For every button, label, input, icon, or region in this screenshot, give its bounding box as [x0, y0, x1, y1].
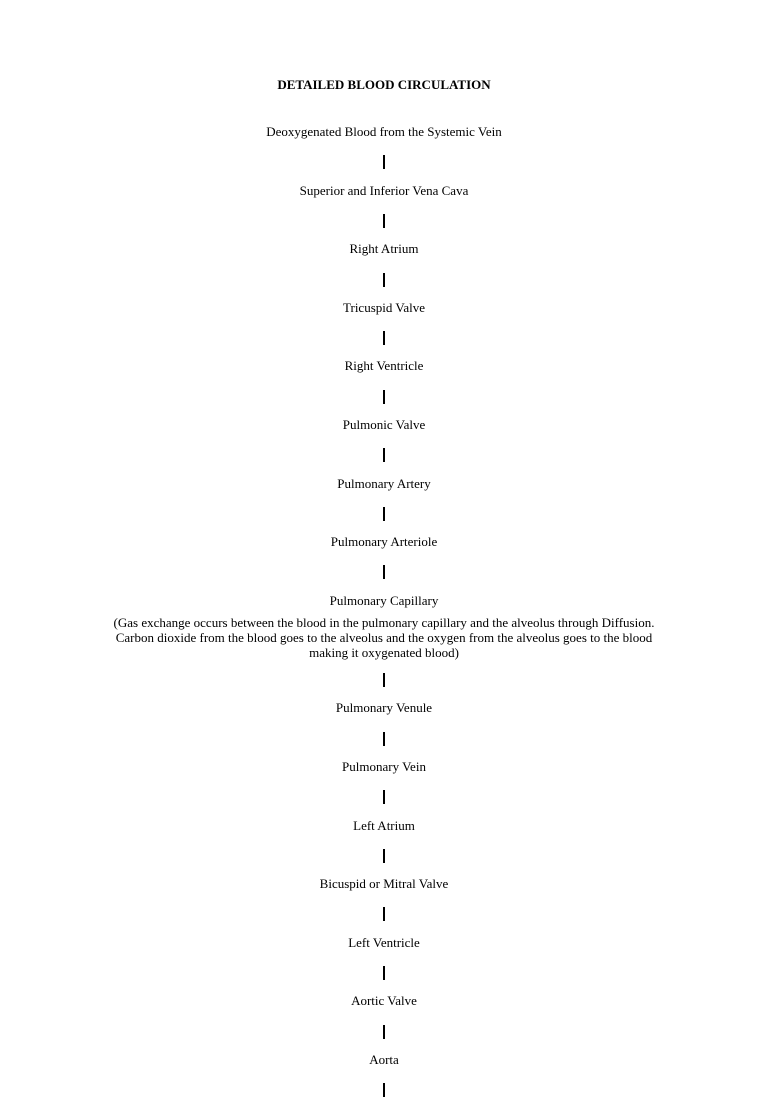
page-title: DETAILED BLOOD CIRCULATION	[277, 77, 491, 92]
flow-connector	[0, 445, 768, 463]
flow-connector	[0, 562, 768, 580]
flow-step: Pulmonary Capillary	[329, 592, 439, 608]
flow-step: Pulmonic Valve	[342, 416, 426, 432]
flow-step: Left Ventricle	[348, 934, 420, 950]
flow-connector	[0, 1080, 768, 1098]
flow-connector	[0, 963, 768, 981]
vertical-line-icon	[383, 273, 384, 287]
flow-step: Left Atrium	[353, 817, 415, 833]
flow-step: Superior and Inferior Vena Cava	[299, 182, 469, 198]
flow-step: Right Atrium	[349, 241, 419, 257]
flow-connector	[0, 904, 768, 922]
flow-step: Pulmonary Artery	[337, 475, 431, 491]
vertical-line-icon	[383, 673, 384, 687]
flow-step: Aorta	[369, 1051, 399, 1067]
vertical-line-icon	[383, 507, 384, 521]
vertical-line-icon	[383, 331, 384, 345]
flow-connector	[0, 670, 768, 688]
flow-connector	[0, 152, 768, 170]
flow-step: Aortic Valve	[351, 993, 417, 1009]
vertical-line-icon	[383, 790, 384, 804]
flow-step: Tricuspid Valve	[343, 299, 425, 315]
flow-connector	[0, 1022, 768, 1040]
vertical-line-icon	[383, 849, 384, 863]
gas-exchange-note: (Gas exchange occurs between the blood in the pulmonary capillary and the alveolus through Diffusion. Carbon dioxide from the blood goes to the alveolus and the oxygen from the alveolus goes to the blood making it oxygenated blood)	[113, 615, 655, 661]
flow-step: Pulmonary Arteriole	[330, 534, 438, 550]
vertical-line-icon	[383, 155, 384, 169]
vertical-line-icon	[383, 907, 384, 921]
flow-connector	[0, 846, 768, 864]
flow-connector	[0, 504, 768, 522]
vertical-line-icon	[383, 966, 384, 980]
vertical-line-icon	[383, 448, 384, 462]
vertical-line-icon	[383, 390, 384, 404]
vertical-line-icon	[383, 565, 384, 579]
flow-connector	[0, 387, 768, 405]
flow-connector	[0, 269, 768, 287]
flow-connector	[0, 787, 768, 805]
flow-connector	[0, 729, 768, 747]
flow-step: Bicuspid or Mitral Valve	[319, 876, 449, 892]
vertical-line-icon	[383, 1025, 384, 1039]
flow-connector	[0, 328, 768, 346]
flow-connector	[0, 211, 768, 229]
flow-step: Pulmonary Vein	[342, 758, 426, 774]
circulation-flow	[0, 123, 768, 1098]
vertical-line-icon	[383, 1083, 384, 1097]
flow-step: Right Ventricle	[344, 358, 424, 374]
vertical-line-icon	[383, 732, 384, 746]
vertical-line-icon	[383, 214, 384, 228]
flow-step: Deoxygenated Blood from the Systemic Vein	[266, 124, 502, 139]
flow-step: Pulmonary Venule	[335, 700, 433, 716]
